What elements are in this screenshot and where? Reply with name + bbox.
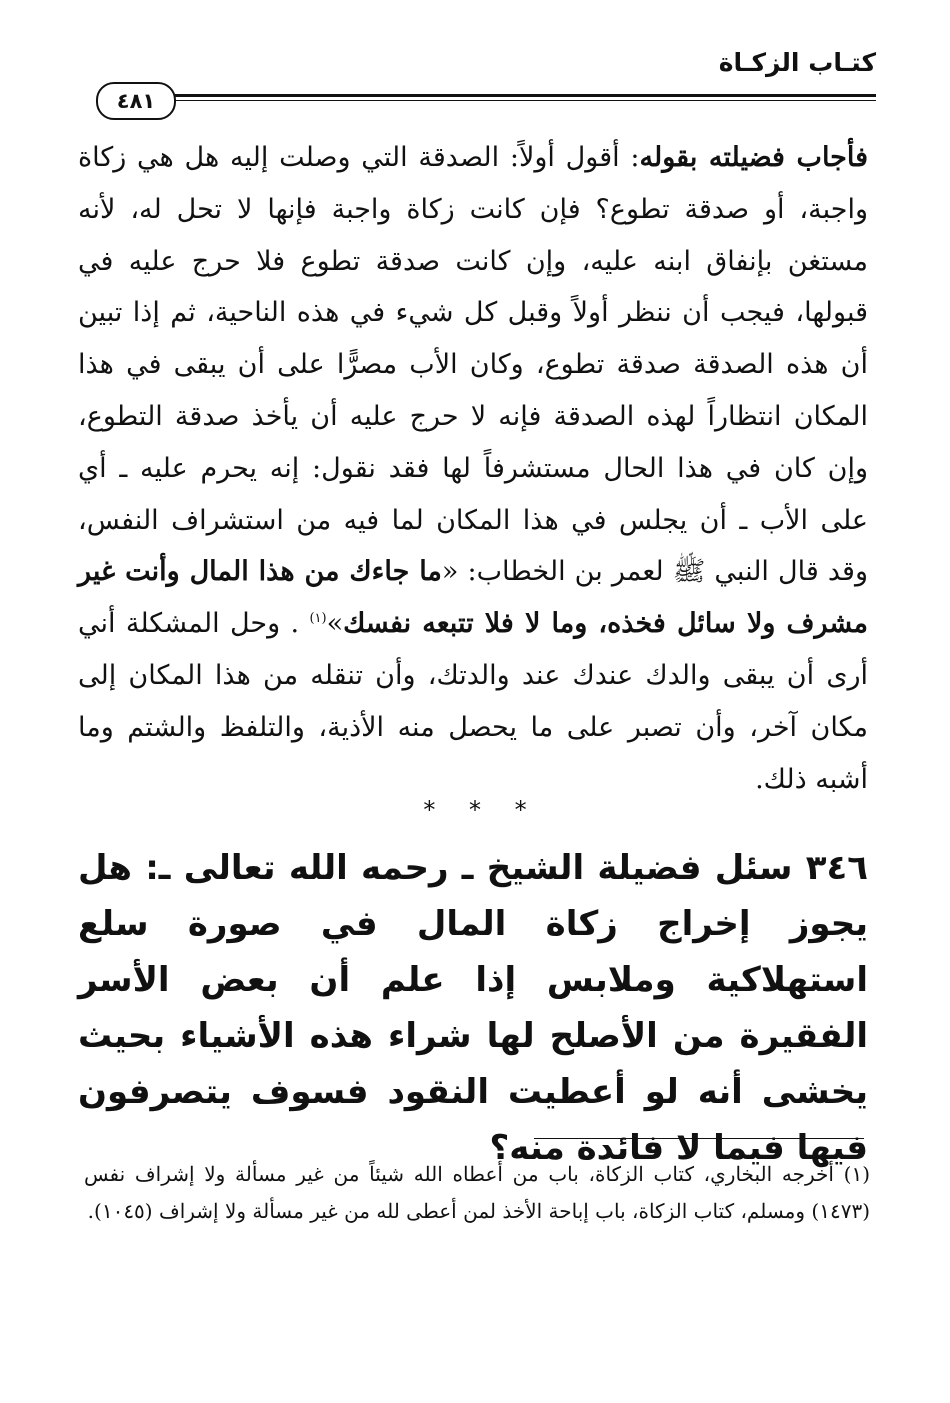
page-number: ٤٨١ [96,82,176,120]
header-rule [168,94,876,97]
answer-text-part1: : أقول أولاً: الصدقة التي وصلت إليه هل هي زكاة واجبة، أو صدقة تطوع؟ فإن كانت زكاة واجبة فإنها لا تحل له، لأنه مستغن بإنفاق ابنه عليه، وإن كانت صدقة تطوع فلا حرج عليه في قبولها، فيجب أن ننظر أولاً وقبل كل شيء في هذه الناحية، ثم إذا تبين أن هذه الصدقة صدقة تطوع، وكان الأب مصرًّا على أن يبقى في هذا المكان انتظاراً لهذه الصدقة فإنه لا حرج عليه أن يأخذ صدقة التطوع، وإن كان في هذا الحال مستشرفاً لها فقد نقول: إنه يحرم عليه ـ أي على الأب ـ أن يجلس في هذا المكان لما فيه من استشراف النفس، وقد قال النبي ﷺ لعمر بن الخطاب: « [78,142,869,588]
hadith-quote: ما جاءك من هذا المال وأنت غير مشرف ولا سائل فخذه، وما لا فلا تتبعه نفسك [78,556,868,640]
footnote-1: (١) أخرجه البخاري، كتاب الزكاة، باب من أعطاه الله شيئاً من غير مسألة ولا إشراف نفس (١٤٧٣) ومسلم، كتاب الزكاة، باب إباحة الأخذ لمن أعطى لله من غير مسألة ولا إشراف (١٠٤٥). [84,1162,870,1223]
header-rule-thin [168,100,876,101]
hadith-close-mark: » [326,608,344,640]
section-separator: * * * [423,796,527,824]
question-346: ٣٤٦ سئل فضيلة الشيخ ـ رحمه الله تعالى ـ: هل يجوز إخراج زكاة المال في صورة سلع استهلاكية وملابس إذا علم أن بعض الأسر الفقيرة من الأصلح لها شراء هذه الأشياء بحيث يخشى أنه لو أعطيت النقود فسوف يتصرفون فيها فيما لا فائدة منه؟ [78,848,868,1168]
footnote-reference: (١) [309,611,327,627]
footnote-rule [534,1138,864,1139]
answer-text-part2: . وحل المشكلة أني أرى أن يبقى والدك عندك عند والدتك، وأن تنقله من هذا المكان إلى مكان آخر، وأن تصبر على ما يحصل منه الأذية، والتلفظ والشتم وما أشبه ذلك. [78,608,868,795]
answer-intro: فأجاب فضيلته بقوله [639,142,868,173]
answer-paragraph [78,132,868,805]
running-title: كتـاب الزكـاة [718,48,876,77]
